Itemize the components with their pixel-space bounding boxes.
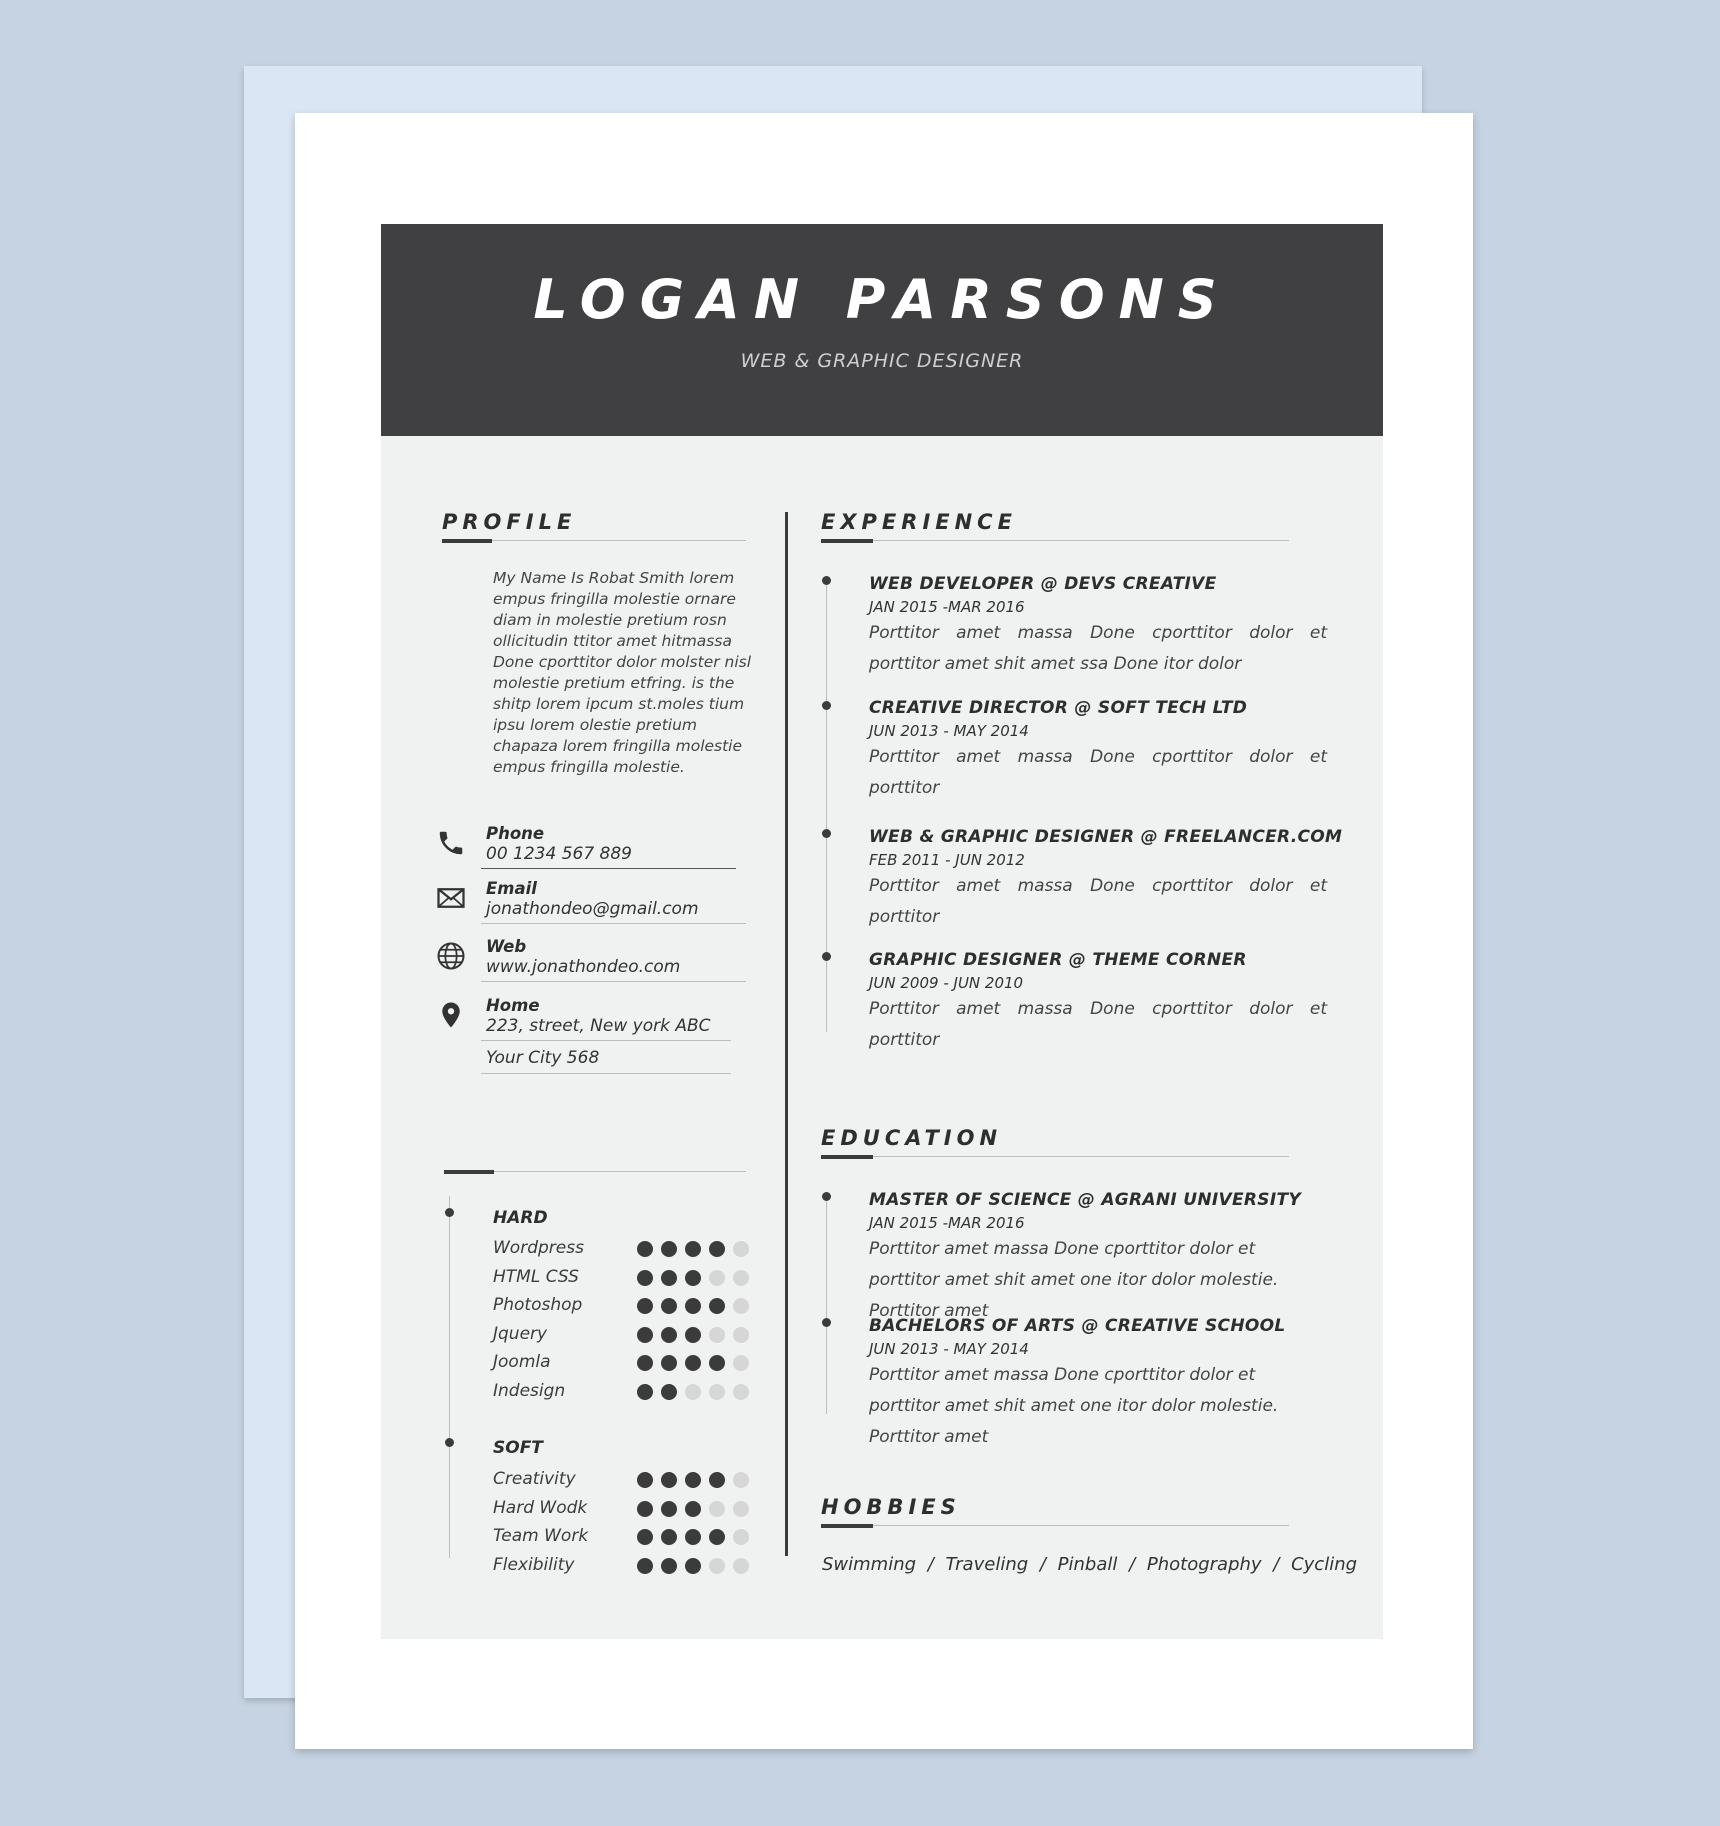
skill-rating <box>637 1529 761 1547</box>
email-icon <box>436 883 466 913</box>
skill-row <box>493 1469 761 1495</box>
experience-heading-underline <box>821 539 873 543</box>
skill-name: Joomla <box>493 1352 551 1372</box>
skill-dot-filled <box>685 1472 701 1488</box>
skill-dot-filled <box>637 1355 653 1371</box>
skill-dot-empty <box>733 1298 749 1314</box>
skill-dot-empty <box>709 1327 725 1343</box>
skill-name: Jquery <box>493 1323 548 1344</box>
skills-heading-rule <box>494 1171 746 1172</box>
skill-dot-filled <box>685 1558 701 1574</box>
skills-heading-underline <box>444 1170 494 1174</box>
skill-name: Wordpress <box>493 1238 584 1258</box>
skill-row <box>493 1526 761 1552</box>
skill-dot-filled <box>661 1529 677 1545</box>
home-underline-1 <box>481 1040 731 1041</box>
skill-dot-empty <box>733 1270 749 1286</box>
candidate-name: LOGAN PARSONS <box>533 268 1231 331</box>
skill-row <box>493 1267 761 1293</box>
skill-dot-filled <box>637 1241 653 1257</box>
skill-row <box>493 1555 761 1581</box>
resume <box>381 224 1383 1639</box>
globe-icon <box>436 941 466 971</box>
experience-dates: JUN 2009 - JUN 2010 <box>869 974 1024 992</box>
skill-dot-filled <box>685 1298 701 1314</box>
skill-dot-filled <box>661 1384 677 1400</box>
experience-timeline <box>826 576 827 1032</box>
profile-heading-rule <box>492 540 746 541</box>
skills-hard-label: HARD <box>493 1208 548 1228</box>
skill-dot-filled <box>661 1558 677 1574</box>
education-description: Porttitor amet massa Done cporttitor dolor et porttitor amet shit amet one itor dolor molestie. Porttitor amet <box>869 1239 1279 1321</box>
candidate-title: WEB & GRAPHIC DESIGNER <box>740 350 1024 372</box>
skill-dot-empty <box>733 1327 749 1343</box>
email-value[interactable]: jonathondeo@gmail.com <box>486 899 699 919</box>
skill-dot-filled <box>637 1501 653 1517</box>
education-description: Porttitor amet massa Done cporttitor dolor et porttitor amet shit amet one itor dolor molestie. Porttitor amet <box>869 1365 1279 1447</box>
skills-soft-dot <box>445 1438 454 1447</box>
skill-row <box>493 1381 761 1407</box>
email-label: Email <box>486 879 537 898</box>
education-heading: EDUCATION <box>821 1126 1003 1150</box>
profile-heading: PROFILE <box>442 510 577 534</box>
skill-name: Indesign <box>493 1380 566 1401</box>
profile-text: My Name Is Robat Smith lorem empus fringilla molestie ornare diam in molestie pretium rosn ollicitudin ttitor amet hitmassa Done cporttitor dolor molster nisl molestie pretium etfring. is the shitp lorem ipcum st.moles tium ipsu lorem olestie pretium chapaza lorem fringilla molestie empus fringilla molestie. <box>493 569 752 776</box>
skill-dot-empty <box>733 1558 749 1574</box>
education-timeline <box>826 1192 827 1414</box>
skill-dot-filled <box>637 1472 653 1488</box>
skills-timeline <box>449 1196 450 1558</box>
skill-rating <box>637 1355 761 1373</box>
education-heading-rule <box>873 1156 1289 1157</box>
skill-row <box>493 1352 761 1378</box>
hobbies-list: Swimming / Traveling / Pinball / Photography / Cycling <box>822 1554 1358 1575</box>
experience-dates: FEB 2011 - JUN 2012 <box>869 851 1025 869</box>
home-line-1: 223, street, New york ABC <box>486 1016 711 1036</box>
skill-row <box>493 1295 761 1321</box>
skill-row <box>493 1324 761 1350</box>
skill-name: Hard Wodk <box>493 1497 588 1518</box>
experience-dates: JAN 2015 -MAR 2016 <box>869 598 1025 616</box>
education-title: MASTER OF SCIENCE @ AGRANI UNIVERSITY <box>869 1190 1301 1210</box>
experience-dot <box>822 576 831 585</box>
skill-dot-empty <box>709 1558 725 1574</box>
skills-hard-dot <box>445 1208 454 1217</box>
skill-dot-empty <box>733 1529 749 1545</box>
skill-dot-filled <box>709 1472 725 1488</box>
hobbies-heading-underline <box>821 1524 873 1528</box>
skill-dot-filled <box>685 1529 701 1545</box>
home-underline-2 <box>481 1073 731 1074</box>
skill-name: Flexibility <box>493 1554 575 1575</box>
email-underline <box>481 923 746 924</box>
skill-dot-empty <box>733 1355 749 1371</box>
experience-title: GRAPHIC DESIGNER @ THEME CORNER <box>869 950 1247 970</box>
phone-label: Phone <box>486 824 545 843</box>
home-label: Home <box>486 996 540 1015</box>
phone-icon <box>436 828 466 858</box>
phone-value: 00 1234 567 889 <box>486 844 633 864</box>
skill-dot-filled <box>661 1472 677 1488</box>
skill-name: Team Work <box>493 1526 589 1546</box>
column-divider <box>785 512 788 1556</box>
skill-name: Creativity <box>493 1469 576 1489</box>
experience-dot <box>822 952 831 961</box>
hobbies-heading: HOBBIES <box>821 1495 961 1519</box>
experience-title: WEB DEVELOPER @ DEVS CREATIVE <box>869 574 1217 594</box>
skill-dot-filled <box>637 1298 653 1314</box>
resume-header <box>381 224 1383 436</box>
skill-dot-filled <box>661 1327 677 1343</box>
experience-heading: EXPERIENCE <box>821 510 1017 534</box>
skill-row <box>493 1238 761 1264</box>
skill-dot-empty <box>733 1241 749 1257</box>
skill-dot-filled <box>637 1384 653 1400</box>
skill-dot-filled <box>685 1270 701 1286</box>
skill-dot-filled <box>709 1298 725 1314</box>
education-heading-underline <box>821 1155 873 1159</box>
skill-dot-filled <box>709 1529 725 1545</box>
skills-soft-label: SOFT <box>493 1438 543 1458</box>
web-value[interactable]: www.jonathondeo.com <box>486 957 681 977</box>
skill-dot-empty <box>733 1501 749 1517</box>
skill-rating <box>637 1298 761 1316</box>
skill-dot-filled <box>685 1327 701 1343</box>
experience-description: Porttitor amet massa Done cporttitor dolor et porttitor <box>869 999 1327 1050</box>
skill-dot-filled <box>637 1558 653 1574</box>
experience-dot <box>822 701 831 710</box>
skill-dot-filled <box>709 1241 725 1257</box>
experience-dot <box>822 829 831 838</box>
experience-title: WEB & GRAPHIC DESIGNER @ FREELANCER.COM <box>869 827 1343 847</box>
experience-description: Porttitor amet massa Done cporttitor dolor et porttitor <box>869 747 1327 798</box>
skill-name: HTML CSS <box>493 1266 579 1287</box>
skill-dot-filled <box>709 1355 725 1371</box>
skill-dot-filled <box>661 1241 677 1257</box>
web-underline <box>481 981 746 982</box>
skill-row <box>493 1498 761 1524</box>
phone-underline <box>481 868 736 869</box>
skill-rating <box>637 1558 761 1576</box>
skill-name: Photoshop <box>493 1295 583 1315</box>
home-line-2: Your City 568 <box>486 1048 600 1068</box>
skill-dot-empty <box>733 1384 749 1400</box>
skill-dot-empty <box>685 1384 701 1400</box>
profile-heading-underline <box>442 539 492 543</box>
skill-dot-filled <box>661 1501 677 1517</box>
experience-title: CREATIVE DIRECTOR @ SOFT TECH LTD <box>869 698 1248 718</box>
skill-dot-filled <box>661 1270 677 1286</box>
experience-dates: JUN 2013 - MAY 2014 <box>869 722 1029 740</box>
skill-dot-filled <box>685 1241 701 1257</box>
skill-rating <box>637 1241 761 1259</box>
hobbies-heading-rule <box>873 1525 1289 1526</box>
skill-rating <box>637 1501 761 1519</box>
skill-dot-filled <box>685 1355 701 1371</box>
skill-dot-filled <box>637 1270 653 1286</box>
skill-dot-empty <box>709 1384 725 1400</box>
skill-rating <box>637 1270 761 1288</box>
education-dates: JAN 2015 -MAR 2016 <box>869 1214 1025 1232</box>
experience-heading-rule <box>873 540 1289 541</box>
education-dates: JUN 2013 - MAY 2014 <box>869 1340 1029 1358</box>
education-dot <box>822 1192 831 1201</box>
education-dot <box>822 1318 831 1327</box>
education-title: BACHELORS OF ARTS @ CREATIVE SCHOOL <box>869 1316 1286 1336</box>
skill-rating <box>637 1472 761 1490</box>
skill-rating <box>637 1327 761 1345</box>
skill-dot-filled <box>685 1501 701 1517</box>
web-label: Web <box>486 937 527 956</box>
skill-dot-empty <box>709 1270 725 1286</box>
skill-dot-filled <box>661 1298 677 1314</box>
skill-dot-empty <box>709 1501 725 1517</box>
skill-rating <box>637 1384 761 1402</box>
experience-description: Porttitor amet massa Done cporttitor dolor et porttitor amet shit amet ssa Done itor dolor <box>869 623 1327 674</box>
experience-description: Porttitor amet massa Done cporttitor dolor et porttitor <box>869 876 1327 927</box>
location-pin-icon <box>436 1000 466 1030</box>
skill-dot-empty <box>733 1472 749 1488</box>
skill-dot-filled <box>661 1355 677 1371</box>
skill-dot-filled <box>637 1327 653 1343</box>
skill-dot-filled <box>637 1529 653 1545</box>
